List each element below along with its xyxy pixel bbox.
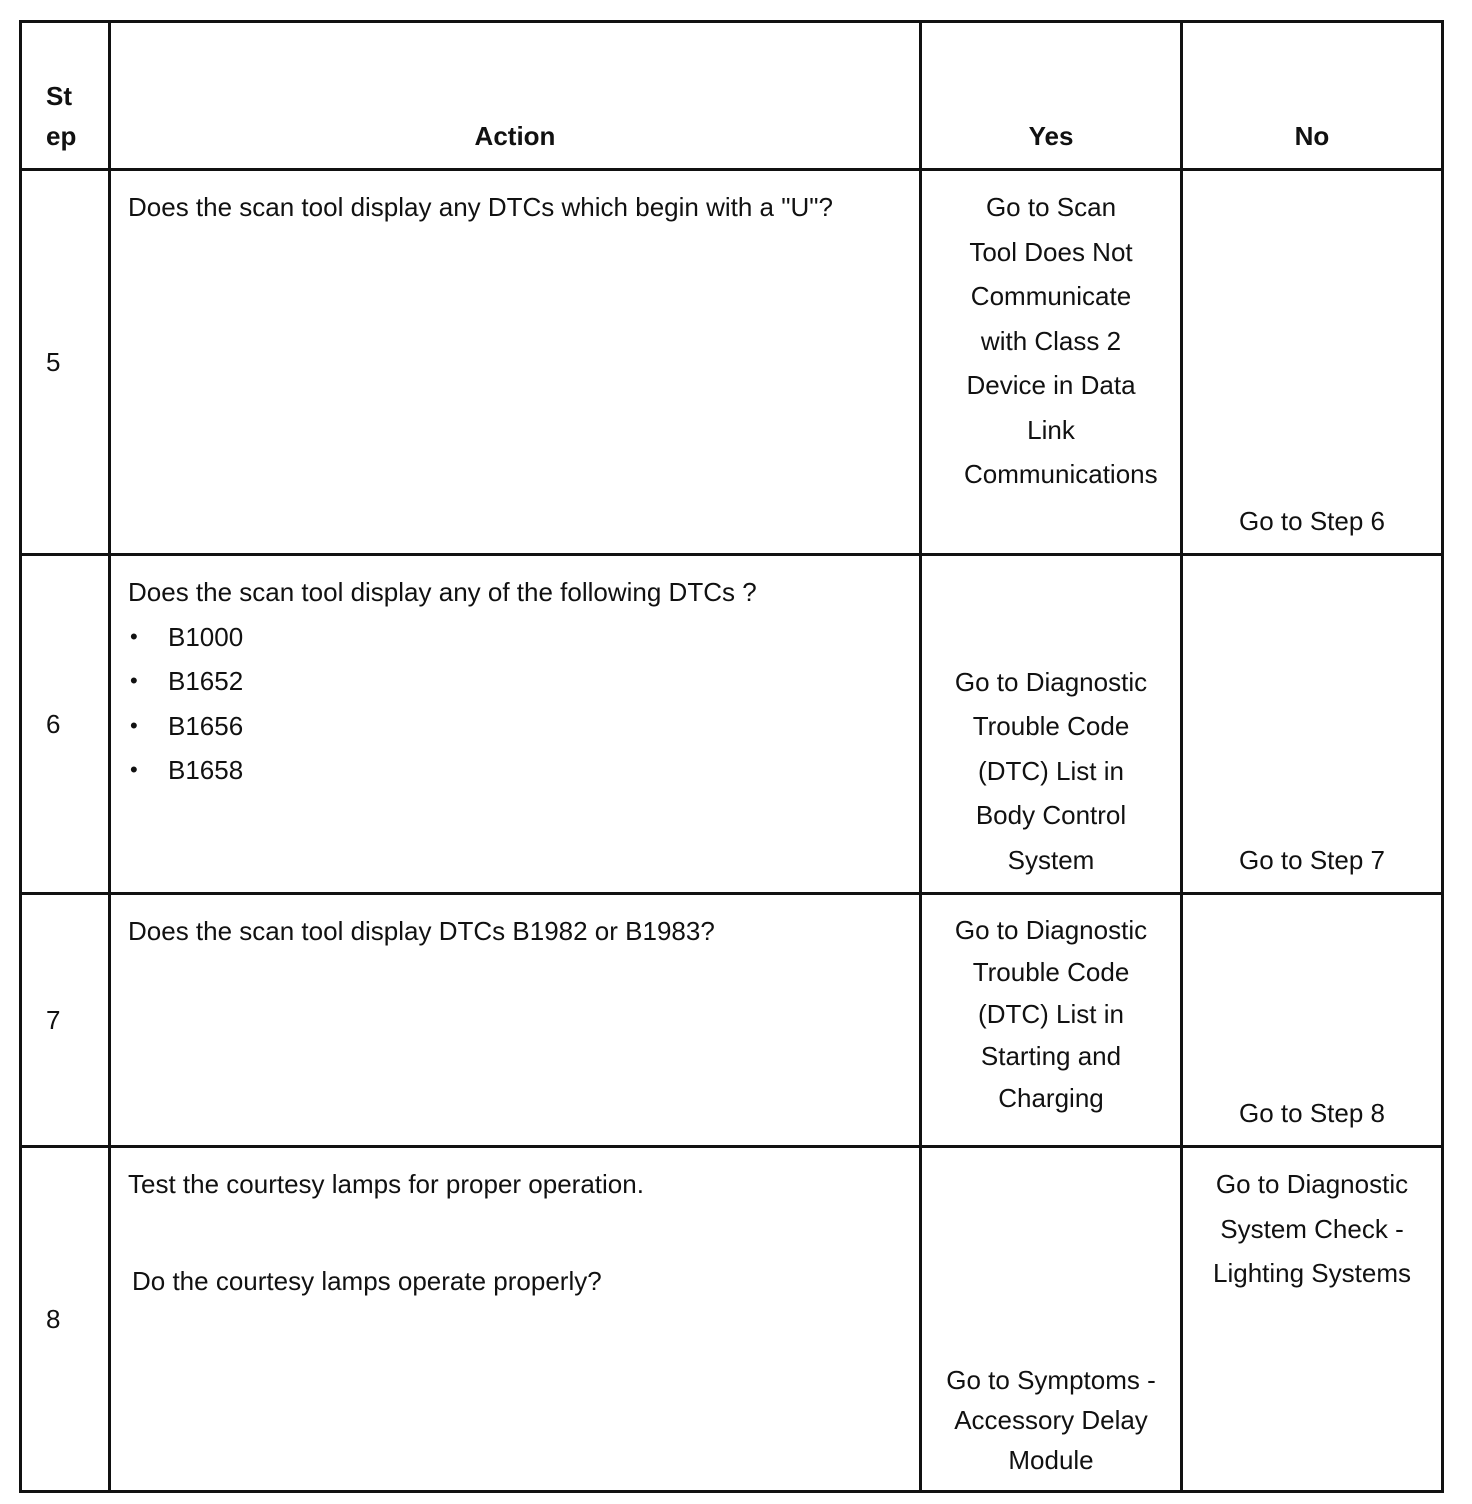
action-text: Does the scan tool display any DTCs which begin with a "U"?: [110, 170, 921, 555]
action-text: Test the courtesy lamps for proper operation.: [128, 1169, 644, 1199]
table-row: [21, 894, 1443, 1147]
yes-result: Go to Diagnostic Trouble Code (DTC) List in Body Control System: [921, 555, 1182, 894]
step-column-header: St ep: [21, 22, 110, 170]
action-cell: [110, 555, 921, 894]
step-number: 6: [21, 555, 110, 894]
no-result: Go to Step 8: [1182, 894, 1443, 1147]
action-question: Do the courtesy lamps operate properly?: [132, 1265, 602, 1296]
table-row: [21, 1147, 1443, 1492]
action-cell: [110, 1147, 921, 1492]
table-row: [21, 555, 1443, 894]
yes-result: Go to Symptoms - Accessory Delay Module: [921, 1147, 1182, 1492]
action-text: Does the scan tool display DTCs B1982 or B1983?: [110, 894, 921, 1147]
list-item: • B1000: [128, 615, 903, 660]
action-column-header: Action: [110, 22, 921, 170]
step-number: 8: [21, 1147, 110, 1492]
table-row: [21, 170, 1443, 555]
no-result: Go to Step 7: [1182, 555, 1443, 894]
action-text: Does the scan tool display any of the following DTCs ?: [128, 577, 757, 607]
list-item: • B1656: [128, 704, 903, 749]
yes-column-header: Yes: [921, 22, 1182, 170]
yes-result: Go to Scan Tool Does Not Communicate with Class 2 Device in Data Link Communications: [921, 170, 1182, 555]
yes-result: Go to Diagnostic Trouble Code (DTC) List in Starting and Charging: [921, 894, 1182, 1147]
header-row: [21, 22, 1443, 170]
step-number: 5: [21, 170, 110, 555]
list-item: • B1658: [128, 748, 903, 793]
list-item: • B1652: [128, 659, 903, 704]
diagnostic-table: [19, 20, 1444, 1493]
no-result: Go to Step 6: [1182, 170, 1443, 555]
no-column-header: No: [1182, 22, 1443, 170]
dtc-list: [128, 615, 903, 793]
step-number: 7: [21, 894, 110, 1147]
no-result: Go to Diagnostic System Check - Lighting Systems: [1182, 1147, 1443, 1492]
